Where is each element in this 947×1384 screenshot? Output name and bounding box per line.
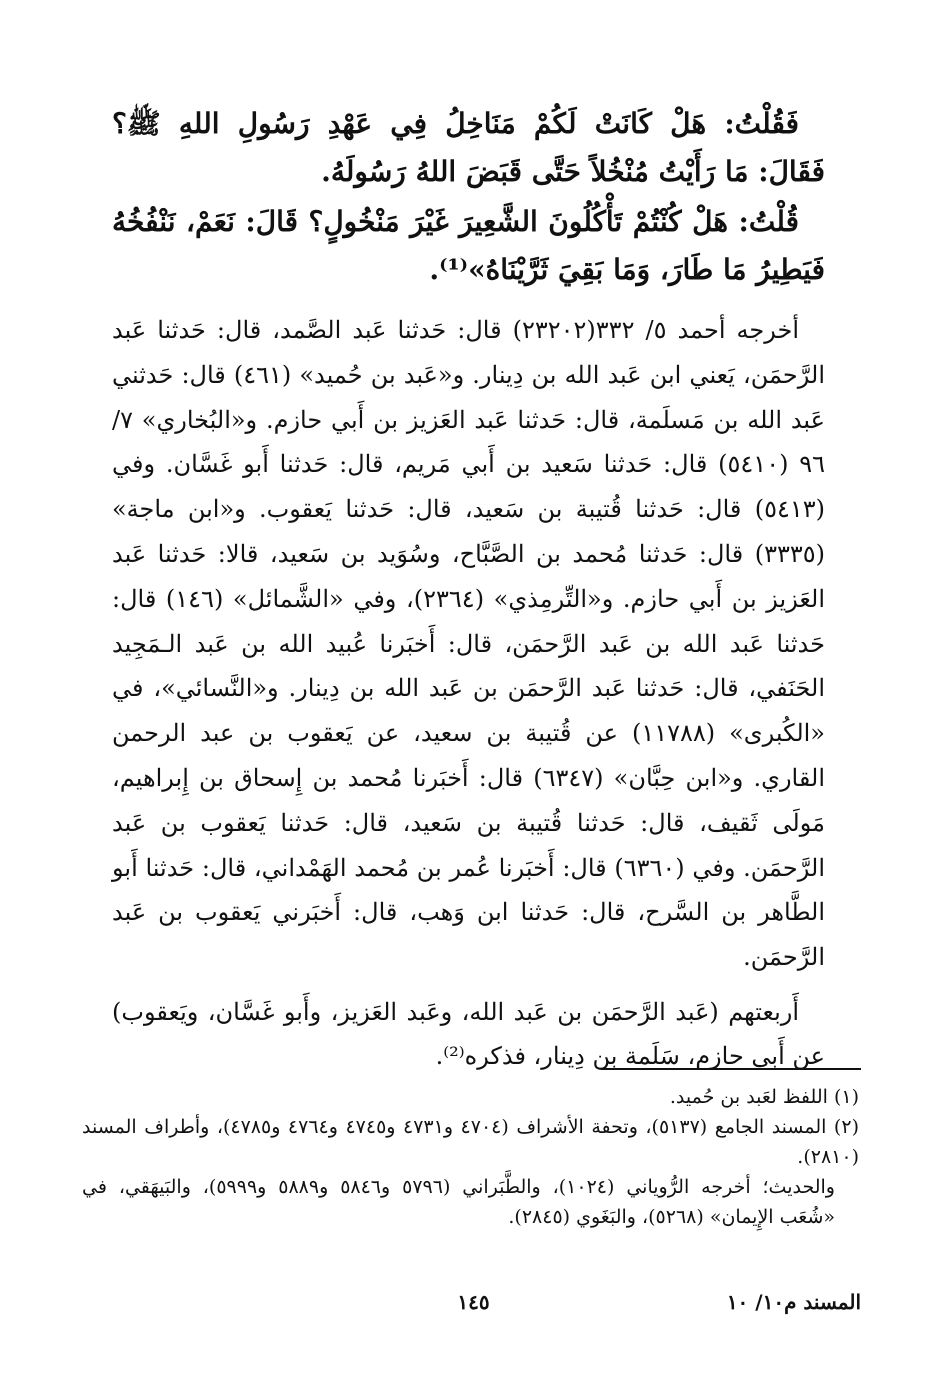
footnote-2-continuation: والحديث؛ أخرجه الرُّوياني (١٠٢٤)، والطَّبَراني (٥٧٩٦ و٥٨٤٦ و٥٨٨٩ و٥٩٩٩)، والبَيهَقي، في «شُعَب الإِيمان» (٥٢٦٨)، والبَغَوي (٢٨٤٥). [82,1176,835,1228]
footnote-divider [601,1068,861,1070]
main-text [112,100,825,1078]
summary-paragraph: أَربعتهم (عَبد الرَّحمَن بن عَبد الله، وعَبد العَزيز، وأَبو غَسَّان، ويَعقوب) عن أَبي حازم، سَلَمة بن دِينار، فذكره⁽²⁾. [112,997,825,1070]
page-footer [86,1290,861,1324]
footnotes [82,1082,859,1232]
footnote-1: (١) اللفظ لعَبد بن حُميد. [669,1086,859,1108]
hadith-line-2: قُلْتُ: هَلْ كُنْتُمْ تَأْكُلُونَ الشَّعِيرَ غَيْرَ مَنْخُولٍ؟ قَالَ: نَعَمْ، نَنْفُخُهُ فَيَطِيرُ مَا طَارَ، وَمَا بَقِيَ ثَرَّيْنَاهُ»⁽¹⁾. [112,205,825,286]
footnote-2: (٢) المسند الجامع (٥١٣٧)، وتحفة الأشراف (٤٧٠٤ و٤٧٣١ و٤٧٤٥ و٤٧٦٤ و٤٧٨٥)، وأطراف المسند (٢٨١٠). [82,1116,859,1168]
page-number: ١٤٥ [457,1290,490,1314]
hadith-line-1: فَقُلْتُ: هَلْ كَانَتْ لَكُمْ مَنَاخِلُ فِي عَهْدِ رَسُولِ اللهِ ﷺ؟ فَقَالَ: مَا رَأَيْتُ مُنْخُلاً حَتَّى قَبَضَ اللهُ رَسُولَهُ. [112,107,825,188]
signature-mark: المسند م١٠/ ١٠ [726,1290,861,1314]
takhrij-paragraph: أخرجه أحمد ٥/ ٣٣٢(٢٣٢٠٢) قال: حَدثنا عَبد الصَّمد، قال: حَدثنا عَبد الرَّحمَن، يَعني ابن عَبد الله بن دِينار. و«عَبد بن حُميد» (٤٦١) قال: حَدثني عَبد الله بن مَسلَمة، قال: حَدثنا عَبد العَزيز بن أَبي حازم. و«البُخاري» ٧/ ٩٦ (٥٤١٠) قال: حَدثنا سَعيد بن أَبي مَريم، قال: حَدثنا أَبو غَسَّان. وفي (٥٤١٣) قال: حَدثنا قُتيبة بن سَعيد، قال: حَدثنا يَعقوب. و«ابن ماجة» (٣٣٣٥) قال: حَدثنا مُحمد بن الصَّبَّاح، وسُوَيد بن سَعيد، قالا: حَدثنا عَبد العَزيز بن أَبي حازم. و«التِّرمِذي» (٢٣٦٤)، وفي «الشَّمائل» (١٤٦) قال: حَدثنا عَبد الله بن عَبد الرَّحمَن، قال: أَخبَرنا عُبيد الله بن عَبد الـمَجِيد الحَنَفي، قال: حَدثنا عَبد الرَّحمَن بن عَبد الله بن دِينار. و«النَّسائي»، في «الكُبرى» (١١٧٨٨) عن قُتيبة بن سعيد، عن يَعقوب بن عبد الرحمن القاري. و«ابن حِبَّان» (٦٣٤٧) قال: أَخبَرنا مُحمد بن إِسحاق بن إِبراهيم، مَولَى ثَقيف، قال: حَدثنا قُتيبة بن سَعيد، قال: حَدثنا يَعقوب بن عَبد الرَّحمَن. وفي (٦٣٦٠) قال: أَخبَرنا عُمر بن مُحمد الهَمْداني، قال: حَدثنا أَبو الطَّاهر بن السَّرح، قال: حَدثنا ابن وَهب، قال: أَخبَرني يَعقوب بن عَبد الرَّحمَن. [112,316,825,972]
